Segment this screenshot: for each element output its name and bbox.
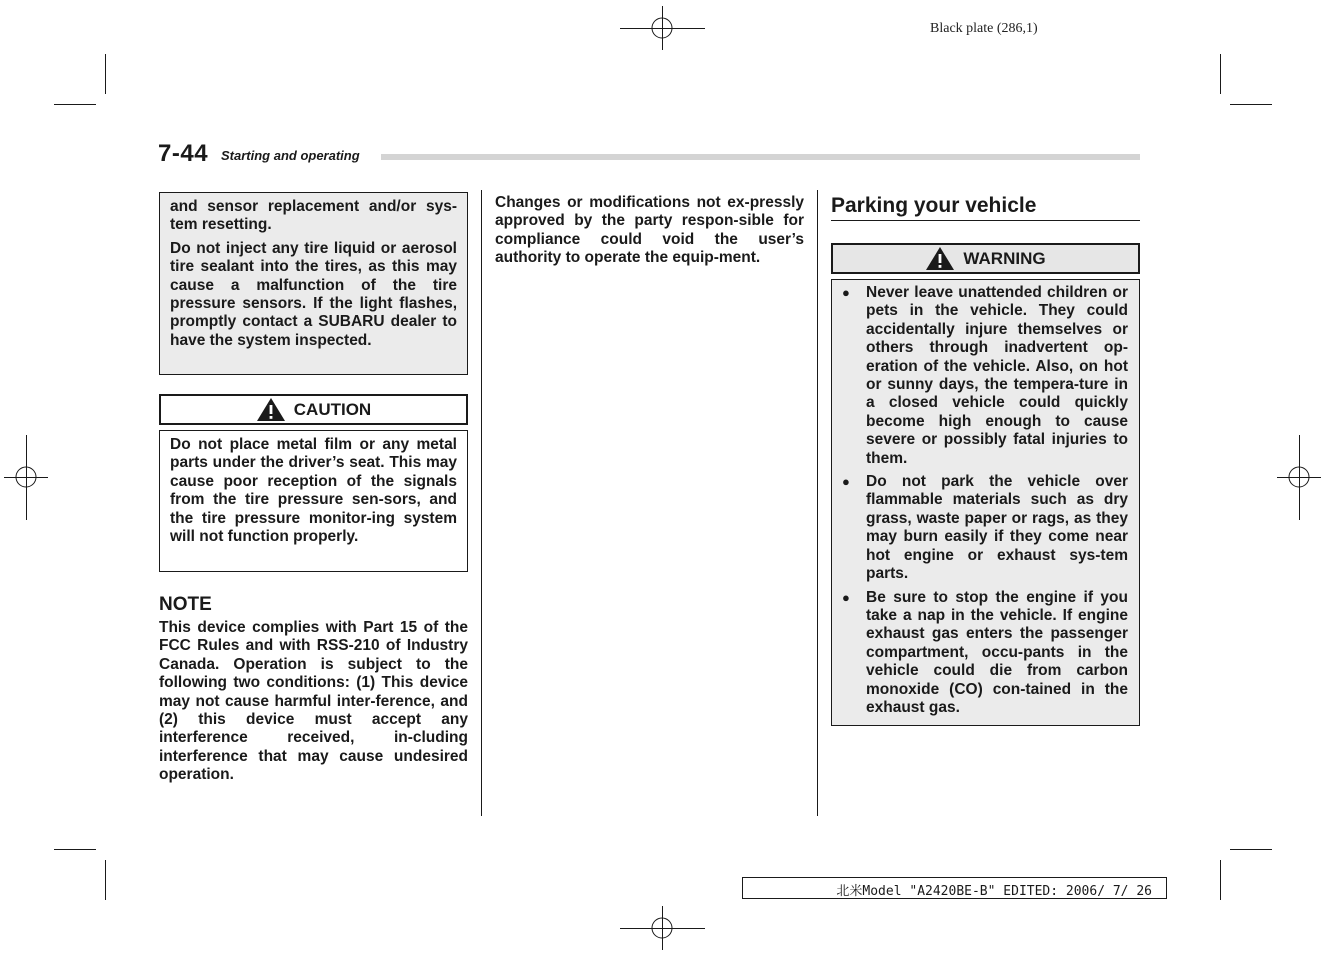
caution-label-box [159, 394, 468, 425]
warning-label: WARNING [963, 248, 1046, 268]
continued-caution-box [159, 192, 468, 375]
warning-list [842, 284, 1128, 717]
caution-continued-text: Do not inject any tire liquid or aerosol tire sealant into the tires, as this may cause a malfunction of the tire pressure sensors. If the light flashes, promptly contact a SUBARU dealer to have the system inspected. [170, 239, 457, 349]
warning-box [831, 279, 1140, 726]
column-divider [481, 190, 482, 816]
crop-mark [1230, 849, 1272, 850]
warning-item-text: Be sure to stop the engine if you take a nap in the vehicle. If engine exhaust gas enters the passenger compartment, occu-pants in the vehicle could die from carbon monoxide (CO) con-tained in the exhaust gas. [866, 588, 1128, 716]
note-title: NOTE [159, 594, 212, 615]
plate-label: Black plate (286,1) [930, 21, 1038, 36]
list-item [842, 284, 1128, 468]
header-rule [381, 154, 1140, 160]
edit-footer: 北米Model "A2420BE-B" EDITED: 2006/ 7/ 26 [742, 877, 1167, 899]
section-heading: Parking your vehicle [831, 194, 1037, 217]
section-title: Starting and operating [221, 148, 360, 163]
caution-continued-text: and sensor replacement and/or sys-tem resetting. [170, 198, 457, 234]
list-item [842, 473, 1128, 583]
crop-mark [54, 849, 96, 850]
bullet-icon: ● [842, 474, 850, 490]
warning-item-text: Never leave unattended children or pets in the vehicle. They could accidentally injure themselves or others through inadvertent op-eration of the vehicle. Also, on hot or sunny days, the tempera-ture in a closed vehicle could quickly become high enough to cause severe or possibly fatal injuries to them. [866, 284, 1128, 467]
crop-mark [105, 860, 106, 900]
caution-box [159, 430, 468, 572]
crop-mark [1220, 54, 1221, 94]
bullet-icon: ● [842, 589, 850, 605]
crop-mark [54, 104, 96, 105]
warning-item-text: Do not park the vehicle over flammable materials such as dry grass, waste paper or rags, as they may burn easily if they come near hot engine or exhaust sys-tem parts. [866, 473, 1128, 583]
warning-label-box [831, 243, 1140, 274]
crop-mark [1220, 860, 1221, 900]
fcc-changes-text: Changes or modifications not ex-pressly approved by the party respon-sible for compliance could void the user’s authority to operate the equip-ment. [495, 194, 804, 267]
heading-rule [831, 220, 1140, 221]
warning-triangle-icon [256, 397, 286, 422]
registration-mark-icon [1282, 460, 1316, 494]
note-text: This device complies with Part 15 of the FCC Rules and with RSS-210 of Industry Canada. Operation is subject to the following two conditions: (1) This device may not cause harmful inter-ference, and (2) this device must accept any interference received, in-cluding interference that may cause undesired operation. [159, 619, 468, 784]
registration-mark-icon [645, 11, 679, 45]
warning-triangle-icon [925, 246, 955, 271]
crop-mark [105, 54, 106, 94]
page-number: 7-44 [158, 140, 209, 167]
registration-mark-icon [645, 911, 679, 945]
list-item [842, 589, 1128, 718]
caution-label: CAUTION [293, 399, 372, 419]
column-divider [817, 190, 818, 816]
bullet-icon: ● [842, 285, 850, 300]
crop-mark [1230, 104, 1272, 105]
registration-mark-icon [9, 460, 43, 494]
caution-text: Do not place metal film or any metal parts under the driver’s seat. This may cause poor reception of the signals from the tire pressure sen-sors, and the tire pressure monitor-ing system will not function properly. [170, 436, 457, 546]
